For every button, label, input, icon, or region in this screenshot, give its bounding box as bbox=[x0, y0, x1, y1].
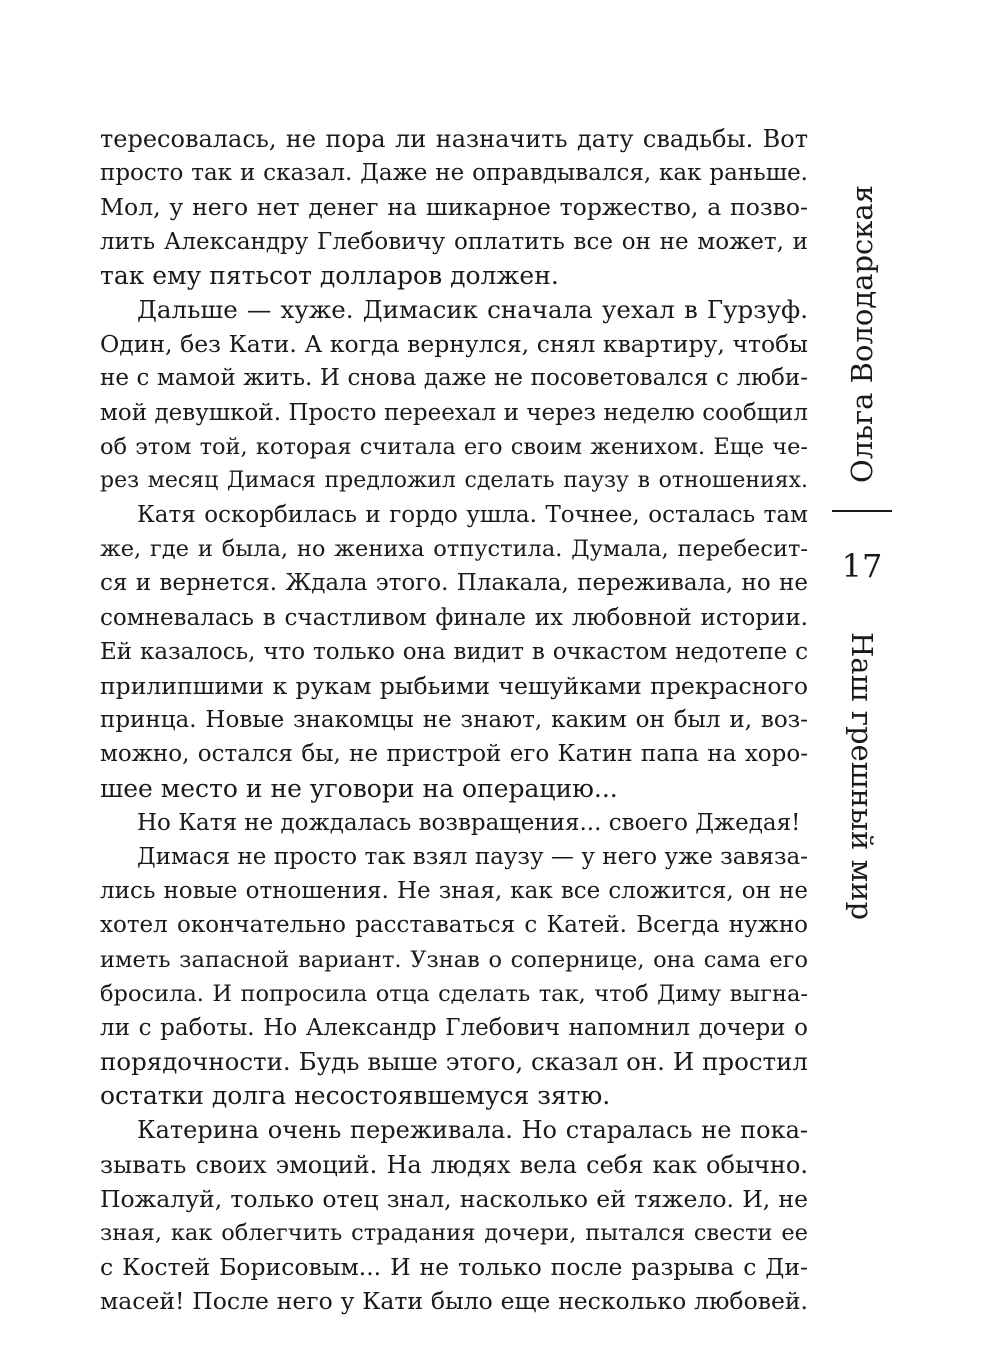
text-line: иметь запасной вариант. Узнав о сопернице, она сама его bbox=[100, 946, 808, 973]
running-head-divider bbox=[832, 510, 892, 512]
text-line: хотел окончательно расставаться с Катей. Всегда нужно bbox=[100, 912, 808, 939]
text-line: Один, без Кати. А когда вернулся, снял квартиру, чтобы bbox=[100, 330, 808, 359]
text-line: мой девушкой. Просто переехал и через неделю сообщил bbox=[100, 399, 808, 426]
text-line: Но Катя не дождалась возвращения... своего Джедая! bbox=[137, 809, 801, 836]
text-line: лить Александру Глебовичу оплатить все он не может, и bbox=[100, 228, 808, 255]
text-line: Мол, у него нет денег на шикарное торжество, а позво- bbox=[100, 193, 808, 222]
running-head-book-title: Наш грешный мир bbox=[845, 632, 879, 921]
text-line: просто так и сказал. Даже не оправдывался, как раньше. bbox=[100, 160, 808, 187]
text-line: масей! После него у Кати было еще несколько любовей. bbox=[100, 1287, 808, 1316]
text-line: зная, как облегчить страдания дочери, пытался свести ее bbox=[100, 1220, 808, 1246]
text-line: Катя оскорбилась и гордо ушла. Точнее, осталась там bbox=[137, 502, 808, 529]
running-head-author: Ольга Володарская bbox=[845, 184, 879, 483]
text-line: с Костей Борисовым... И не только после разрыва с Ди- bbox=[100, 1253, 808, 1282]
text-line: ся и вернется. Ждала этого. Плакала, переживала, но не bbox=[100, 570, 808, 597]
text-line: Ей казалось, что только она видит в очкастом недотепе с bbox=[100, 638, 808, 665]
running-head bbox=[832, 0, 892, 1346]
text-line: прилипшими к рукам рыбьими чешуйками прекрасного bbox=[100, 672, 808, 700]
text-line: же, где и была, но жениха отпустила. Думала, перебесит- bbox=[100, 536, 808, 563]
page-number: 17 bbox=[841, 547, 883, 585]
text-line: сомневалась в счастливом финале их любовной истории. bbox=[100, 604, 808, 631]
text-line: принца. Новые знакомцы не знают, каким он был и, воз- bbox=[100, 707, 808, 734]
text-line: шее место и не уговори на операцию... bbox=[100, 773, 618, 803]
text-line: тересовалась, не пора ли назначить дату свадьбы. Вот bbox=[100, 125, 808, 153]
text-line: ли с работы. Но Александр Глебович напомнил дочери о bbox=[100, 1014, 808, 1041]
text-line: порядочности. Будь выше этого, сказал он. И простил bbox=[100, 1047, 808, 1077]
text-line: Катерина очень переживала. Но старалась не пока- bbox=[137, 1116, 808, 1145]
text-line: Дальше — хуже. Димасик сначала уехал в Гурзуф. bbox=[137, 294, 808, 324]
text-line: зывать своих эмоций. На людях вела себя как обычно. bbox=[100, 1150, 808, 1179]
body-text bbox=[100, 122, 808, 1319]
text-line: не с мамой жить. И снова даже не посоветовался с люби- bbox=[100, 365, 808, 392]
text-line: бросила. И попросила отца сделать так, чтоб Диму выгна- bbox=[100, 980, 808, 1007]
text-line: лись новые отношения. Не зная, как все сложится, он не bbox=[100, 878, 808, 905]
text-line: можно, остался бы, не пристрой его Катин папа на хоро- bbox=[100, 741, 808, 768]
text-line: об этом той, которая считала его своим женихом. Еще че- bbox=[100, 433, 808, 460]
text-line: Димася не просто так взял паузу — у него уже завяза- bbox=[137, 843, 808, 870]
text-line: так ему пятьсот долларов должен. bbox=[100, 260, 559, 290]
text-line: остатки долга несостоявшемуся зятю. bbox=[100, 1081, 611, 1111]
text-line: Пожалуй, только отец знал, насколько ей тяжело. И, не bbox=[100, 1184, 808, 1213]
text-line: рез месяц Димася предложил сделать паузу в отношениях. bbox=[100, 467, 808, 493]
